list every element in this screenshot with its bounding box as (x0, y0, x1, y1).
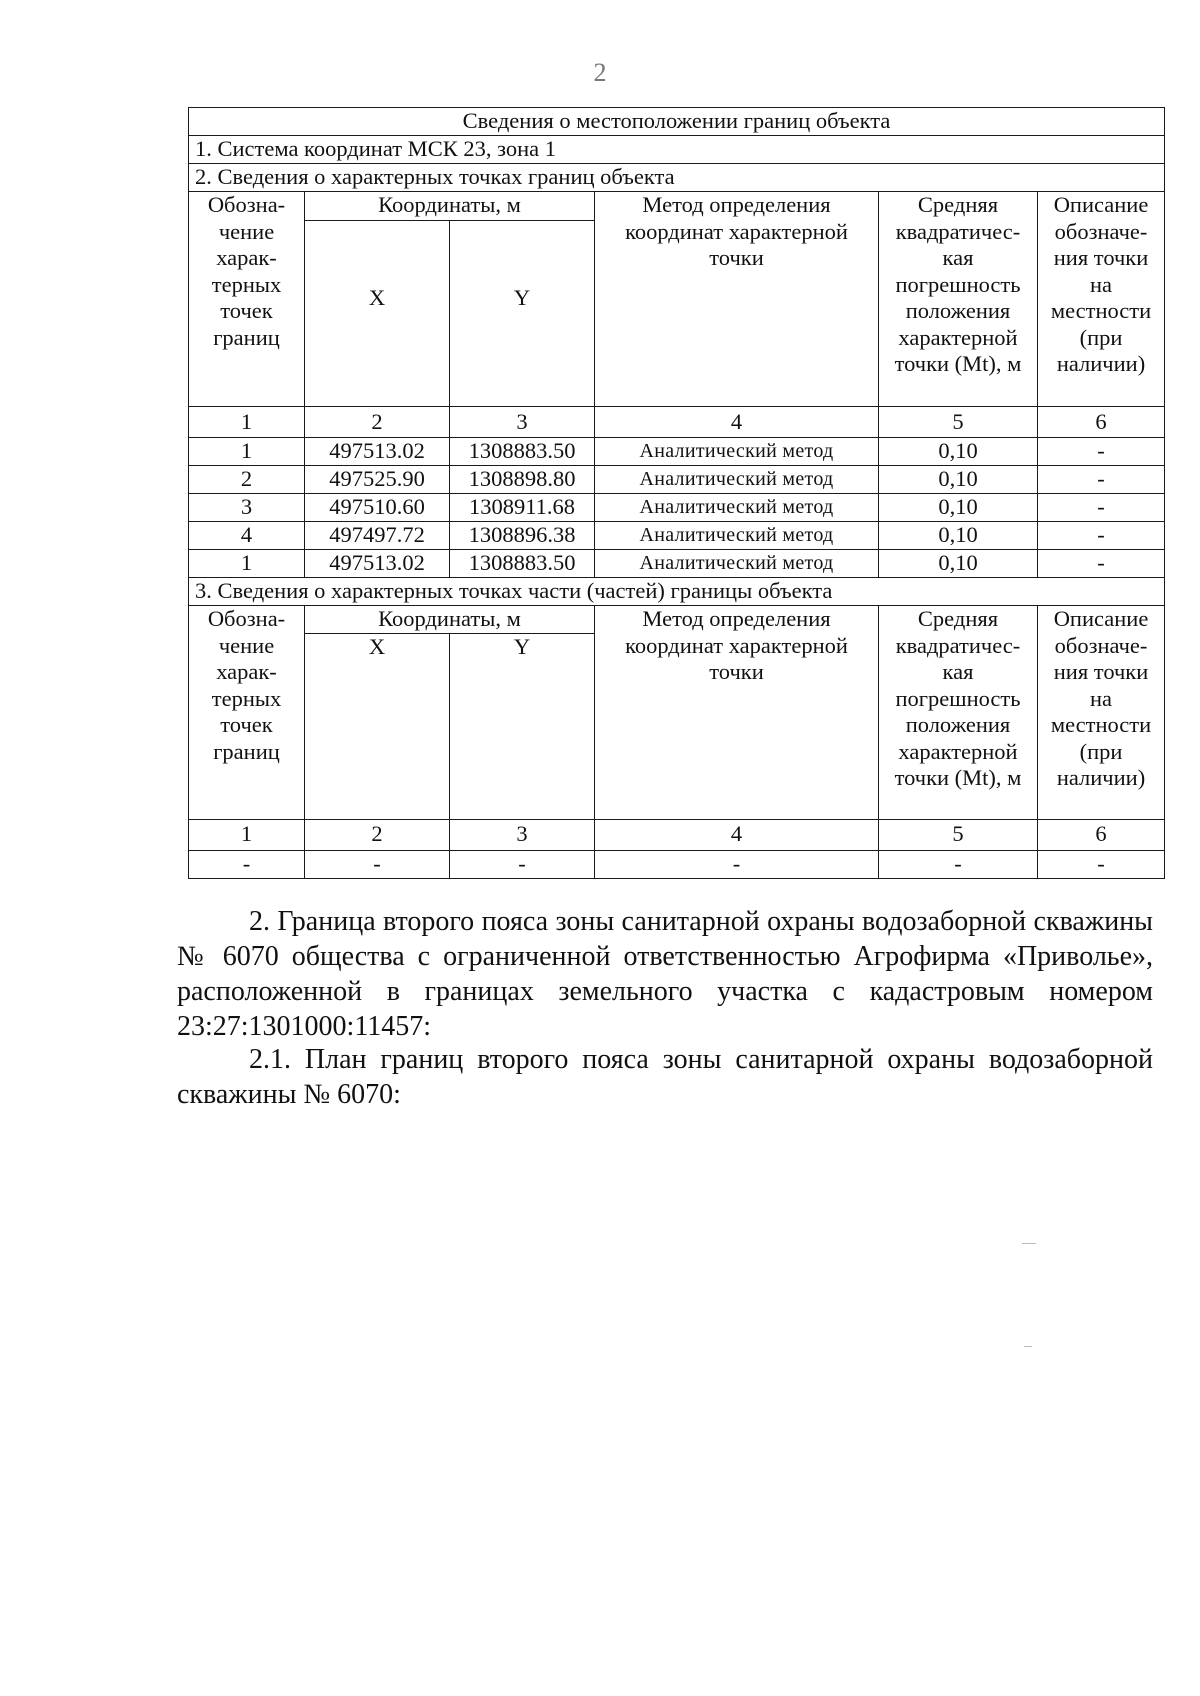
index-cell: 1 (189, 407, 305, 438)
point-error: 0,10 (879, 466, 1038, 494)
point-description: - (1038, 550, 1165, 578)
point-y: 1308896.38 (450, 522, 595, 550)
table-row (189, 466, 1165, 494)
header-x: X (305, 633, 450, 819)
point-error: 0,10 (879, 494, 1038, 522)
table-row (189, 522, 1165, 550)
part-point-y: - (450, 850, 595, 878)
table-row (189, 494, 1165, 522)
index-cell: 1 (189, 819, 305, 850)
point-number: 1 (189, 438, 305, 466)
index-cell: 3 (450, 819, 595, 850)
point-error: 0,10 (879, 550, 1038, 578)
point-method: Аналитический метод (595, 494, 879, 522)
index-cell: 4 (595, 819, 879, 850)
point-method: Аналитический метод (595, 438, 879, 466)
index-cell: 2 (305, 819, 450, 850)
section-part-points: 3. Сведения о характерных точках части (частей) границы объекта (189, 578, 1165, 606)
table-row (189, 850, 1165, 878)
point-description: - (1038, 438, 1165, 466)
index-cell: 5 (879, 407, 1038, 438)
section-boundary-points: 2. Сведения о характерных точках границ объекта (189, 164, 1165, 192)
point-number: 1 (189, 550, 305, 578)
point-y: 1308883.50 (450, 550, 595, 578)
header-y: Y (450, 633, 595, 819)
page-number: 2 (593, 58, 607, 87)
point-method: Аналитический метод (595, 466, 879, 494)
header-method: Метод определения координат характерной точки (595, 606, 879, 820)
point-x: 497513.02 (305, 550, 450, 578)
header-designation: Обозна-чение харак-терных точек границ (189, 192, 305, 407)
point-y: 1308911.68 (450, 494, 595, 522)
point-x: 497497.72 (305, 522, 450, 550)
section-coordinate-system: 1. Система координат МСК 23, зона 1 (189, 136, 1165, 164)
point-method: Аналитический метод (595, 550, 879, 578)
part-point-x: - (305, 850, 450, 878)
point-x: 497525.90 (305, 466, 450, 494)
point-y: 1308898.80 (450, 466, 595, 494)
point-number: 3 (189, 494, 305, 522)
point-error: 0,10 (879, 522, 1038, 550)
index-cell: 2 (305, 407, 450, 438)
boundary-table (188, 107, 1165, 879)
part-point-method: - (595, 850, 879, 878)
paragraph-boundary-description: 2. Граница второго пояса зоны санитарной охраны водозаборной скважины № 6070 общества с ограниченной ответственностью Агрофирма «Приволье», расположенной в границах земельного участка с кадастровым номером 23:27:1301000:11457: (177, 906, 1153, 1042)
index-cell: 6 (1038, 819, 1165, 850)
index-cell: 4 (595, 407, 879, 438)
point-description: - (1038, 466, 1165, 494)
header-description: Описание обозначе-ния точки на местности (при наличии) (1038, 606, 1165, 820)
point-method: Аналитический метод (595, 522, 879, 550)
point-x: 497510.60 (305, 494, 450, 522)
point-y: 1308883.50 (450, 438, 595, 466)
paragraph-plan-heading: 2.1. План границ второго пояса зоны санитарной охраны водозаборной скважины № 6070: (177, 1044, 1153, 1110)
index-cell: 5 (879, 819, 1038, 850)
point-x: 497513.02 (305, 438, 450, 466)
header-x: X (305, 221, 450, 407)
header-designation: Обозна-чение харак-терных точек границ (189, 606, 305, 820)
part-point-description: - (1038, 850, 1165, 878)
header-method: Метод определения координат характерной точки (595, 192, 879, 407)
table-row (189, 550, 1165, 578)
header-error: Средняя квадратичес-кая погрешность положения характерной точки (Mt), м (879, 192, 1038, 407)
scan-speck (1024, 1346, 1032, 1347)
index-cell: 6 (1038, 407, 1165, 438)
header-y: Y (450, 221, 595, 407)
table-title: Сведения о местоположении границ объекта (189, 108, 1165, 136)
point-description: - (1038, 494, 1165, 522)
point-description: - (1038, 522, 1165, 550)
scan-speck (1022, 1243, 1036, 1244)
point-number: 4 (189, 522, 305, 550)
part-point-error: - (879, 850, 1038, 878)
index-cell: 3 (450, 407, 595, 438)
header-coordinates: Координаты, м (305, 606, 595, 634)
point-error: 0,10 (879, 438, 1038, 466)
part-point-number: - (189, 850, 305, 878)
point-number: 2 (189, 466, 305, 494)
header-error: Средняя квадратичес-кая погрешность положения характерной точки (Mt), м (879, 606, 1038, 820)
header-description: Описание обозначе-ния точки на местности (при наличии) (1038, 192, 1165, 407)
header-coordinates: Координаты, м (305, 192, 595, 221)
table-row (189, 438, 1165, 466)
